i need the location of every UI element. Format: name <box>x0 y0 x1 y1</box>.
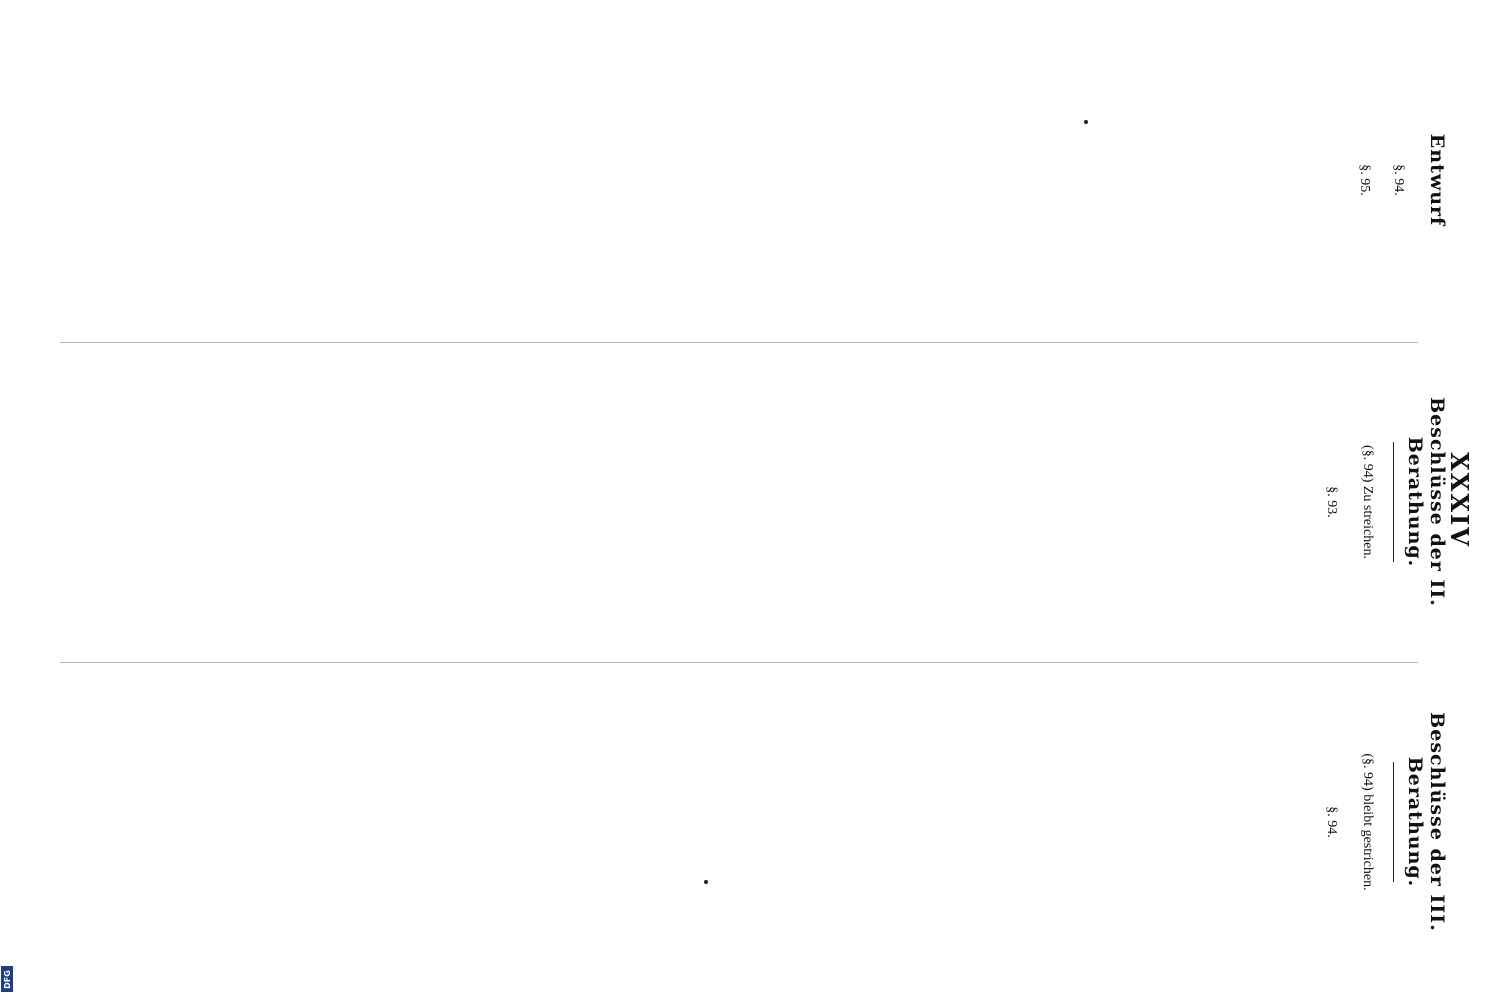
section-block <box>1357 672 1377 972</box>
heading-rule <box>1393 442 1394 562</box>
scan-speck <box>704 880 708 884</box>
section-number: §. 95. <box>1357 164 1372 196</box>
column-divider <box>60 662 1418 663</box>
dfg-logo-text: DFG <box>2 969 12 989</box>
column-heading: Entwurf <box>1426 133 1448 227</box>
section-number: §. 94. <box>1391 164 1406 196</box>
section-block <box>1321 672 1341 972</box>
section-block <box>1357 352 1377 652</box>
section-reference: (§. 94) bleibt gestrichen. <box>1360 753 1375 891</box>
section-block <box>1321 352 1341 652</box>
dfg-logo <box>1 966 13 992</box>
column-second-reading <box>1281 352 1448 652</box>
section-number: §. 93. <box>1324 486 1339 518</box>
section-block <box>1354 30 1374 330</box>
section-reference: (§. 94) Zu streichen. <box>1360 445 1375 559</box>
section-number: §. 94. <box>1324 806 1339 838</box>
column-heading: Beschlüsse der III. Berathung. <box>1404 712 1448 932</box>
column-third-reading <box>1305 672 1448 972</box>
section-block <box>1388 30 1408 330</box>
scan-speck <box>1084 120 1088 124</box>
heading-rule <box>1393 762 1394 882</box>
column-divider <box>60 342 1418 343</box>
column-heading: Beschlüsse der II. Berathung. <box>1404 397 1448 607</box>
column-entwurf <box>1354 30 1448 330</box>
digitization-footer <box>0 0 14 1000</box>
page-number: XXXIV <box>1445 452 1474 548</box>
